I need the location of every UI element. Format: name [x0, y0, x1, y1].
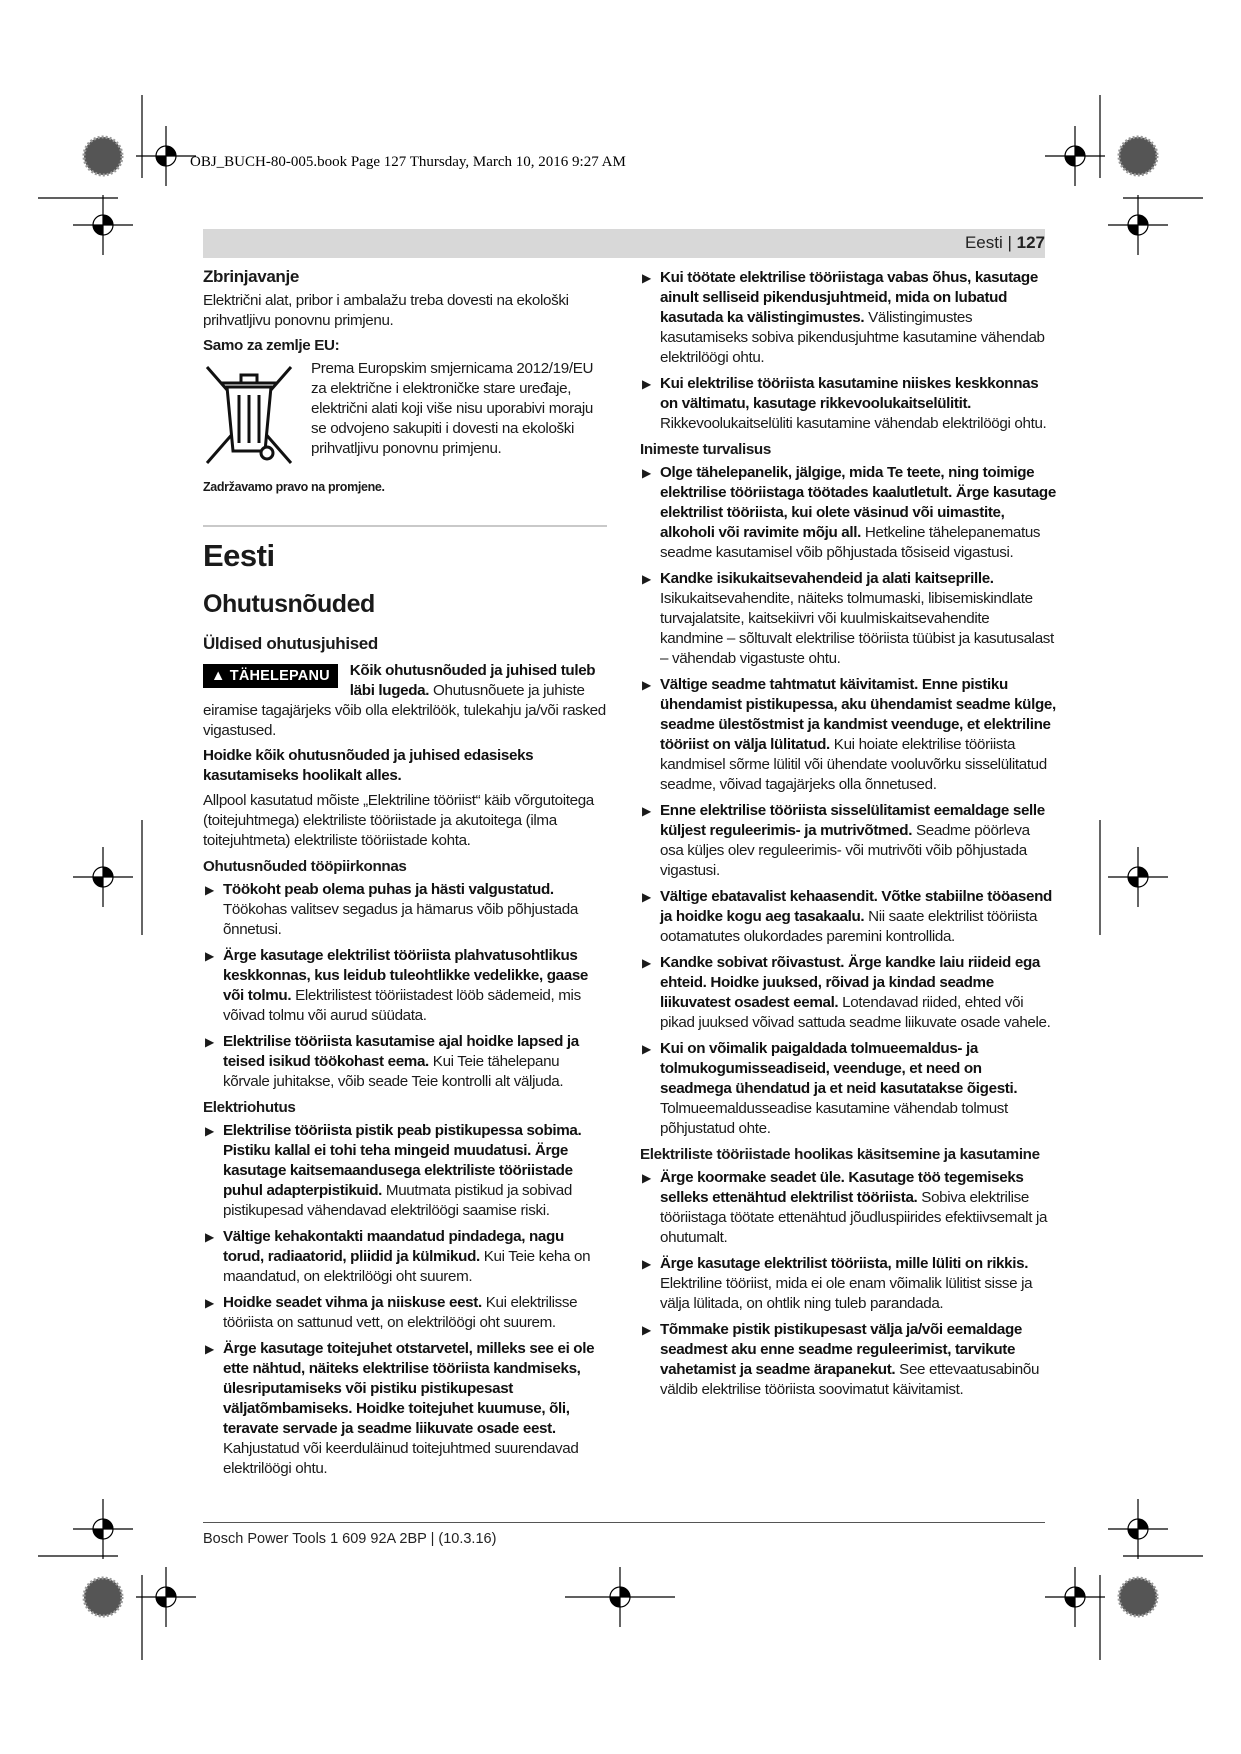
eu-heading: Samo za zemlje EU: — [203, 337, 340, 354]
list-item: ▶ Vältige ebatavalist kehaasendit. Võtke stabiilne tööasend ja hoidke kogu aeg tasakaalu. Nii saate elektrilist tööriista ootamatutes olukordades paremini kontrollida. — [642, 888, 1052, 945]
general-title: Üldised ohutusjuhised — [203, 634, 378, 653]
safety-title: Ohutusnõuded — [203, 590, 375, 618]
list-item: ▶ Kandke isikukaitsevahendeid ja alati kaitseprille. Isikukaitsevahendite, näiteks tolmumaski, libisemiskindlate turvajalatsite, kaitsekiivri või kuulmiskaitsevahendite kandmine – sõltuvalt elektrilise tööriista tüübist ja kasutusalast – vähendab vigastuste ohtu. — [642, 570, 1054, 667]
list-item: ▶ Töökoht peab olema puhas ja hästi valgustatud. Töökohas valitsev segadus ja hämarus võib põhjustada õnnetusi. — [205, 881, 578, 938]
header-sep: | — [1002, 233, 1017, 252]
right-column — [640, 268, 1056, 1406]
page-header — [965, 233, 1045, 253]
list-item: ▶ Olge tähelepanelik, jälgige, mida Te teete, ning toimige elektrilise tööriistaga töötades kaalutletult. Ärge kasutage elektrilist tööriista, kui olete väsinud või uimastite, alkoholi või ravimite mõju all. Hetkeline tähelepanematus seadme kasutamisel võib põhjustada tõsiseid vigastusi. — [642, 464, 1056, 561]
list-item: ▶ Kui töötate elektrilise tööriistaga vabas õhus, kasutage ainult selliseid pikendusjuhtmeid, mida on lubatud kasutada ka välistingimustes. Välistingimustes kasutamiseks sobiva pikendusjuhtme kasutamine vähendab elektrilöögi ohtu. — [642, 269, 1045, 366]
list-item: ▶ Ärge koormake seadet üle. Kasutage töö tegemiseks selleks ettenähtud elektrilist tööriista. Sobiva elektrilise tööriistaga töötate ettenähtud jõudluspiirides efektiivsemalt ja ohutumalt. — [642, 1169, 1048, 1246]
disposal-text: Električni alat, pribor i ambalažu treba dovesti na ekološki prihvatljivu ponovnu primjenu. — [203, 292, 569, 329]
work-area-title: Ohutusnõuded tööpiirkonnas — [203, 858, 407, 875]
reserve-note: Zadržavamo pravo na promjene. — [203, 480, 385, 494]
language-title: Eesti — [203, 538, 275, 573]
print-info: OBJ_BUCH-80-005.book Page 127 Thursday, March 10, 2016 9:27 AM — [190, 154, 626, 170]
list-item: ▶ Vältige kehakontakti maandatud pindadega, nagu torud, radiaatorid, pliidid ja külmikud. Kui Teie keha on maandatud, on elektrilöögi oht suurem. — [205, 1228, 591, 1285]
warning-label: ▲ TÄHELEPANU — [203, 664, 338, 688]
list-item: ▶ Ärge kasutage toitejuhet otstarvetel, milleks see ei ole ette nähtud, näiteks elektrilise tööriista kandmiseks, ülesriputamiseks või pistiku pistikupesast väljatõmbamiseks. Hoidke toitejuhet kuumuse, õli, teravate servade ja seadme liikuvate osade eest. Kahjustatud või keerduläinud toitejuhtmed suurendavad elektrilöögi ohtu. — [205, 1340, 595, 1477]
left-column — [203, 266, 607, 1485]
header-lang: Eesti — [964, 233, 1003, 252]
list-item: ▶ Kui on võimalik paigaldada tolmueemaldus- ja tolmukogumisseadiseid, veenduge, et need on seadmega ühendatud ja et neid kasutatakse õigesti. Tolmueemaldusseadise kasutamine vähendab tolmust põhjustatud ohte. — [642, 1040, 1018, 1137]
list-item: ▶ Elektrilise tööriista pistik peab pistikupessa sobima. Pistiku kallal ei tohi teha mingeid muudatusi. Ärge kasutage kaitsemaandusega elektriliste tööriistade puhul adapterpistikuid. Muutmata pistikud ja sobivad pistikupesad vähendavad elektrilöögi saamise riski. — [205, 1122, 582, 1219]
divider — [203, 525, 607, 527]
header-bar — [203, 229, 1045, 258]
warning-paragraph: ▲ TÄHELEPANU Kõik ohutusnõuded ja juhised tuleb läbi lugeda. Ohutusnõuete ja juhiste eiramise tagajärjeks võib olla elektrilöök, tulekahju ja/või rasked vigastused. — [203, 662, 606, 739]
personal-safety-title: Inimeste turvalisus — [640, 441, 771, 458]
tool-care-title: Elektriliste tööriistade hoolikas käsitsemine ja kasutamine — [640, 1146, 1040, 1163]
weee-block — [203, 359, 607, 469]
crossed-bin-icon — [203, 359, 295, 469]
page-footer: Bosch Power Tools 1 609 92A 2BP | (10.3.16) — [203, 1522, 1045, 1547]
electrical-safety-title: Elektriohutus — [203, 1099, 296, 1116]
list-item: ▶ Ärge kasutage elektrilist tööriista, mille lüliti on rikkis. Elektriline tööriist, mida ei ole enam võimalik lülitist sisse ja välja lülitada, on ohtlik ning tuleb parandada. — [642, 1255, 1033, 1312]
list-item: ▶ Kui elektrilise tööriista kasutamine niiskes keskkonnas on vältimatu, kasutage rikkevoolukaitselülitit. Rikkevoolukaitselüliti kasutamine vähendab elektrilöögi ohtu. — [642, 375, 1047, 432]
list-item: ▶ Vältige seadme tahtmatut käivitamist. Enne pistiku ühendamist pistikupessa, aku ühendamist seadme külge, seadme ülestõstmist ja kandmist veenduge, et elektriline tööriist on välja lülitatud. Kui hoiate elektrilise tööriista kandmisel sõrme lülitil või ühendate vooluvõrku sisselülitatud seadme, võivad tagajärjeks olla õnnetused. — [642, 676, 1056, 793]
term-definition: Allpool kasutatud mõiste „Elektriline tööriist“ käib võrgutoitega (toitejuhtmega) elektriliste tööriistade ja akutoitega (ilma toitejuhtmeta) elektriliste tööriistade kohta. — [203, 792, 594, 849]
list-item: ▶ Elektrilise tööriista kasutamise ajal hoidke lapsed ja teised isikud töökohast eema. Kui Teie tähelepanu kõrvale juhitakse, võib seade Teie kontrolli alt väljuda. — [205, 1033, 579, 1090]
keep-instructions: Hoidke kõik ohutusnõuded ja juhised edasiseks kasutamiseks hoolikalt alles. — [203, 747, 534, 784]
list-item: ▶ Kandke sobivat rõivastust. Ärge kandke laiu riideid ega ehteid. Hoidke juuksed, rõivad ja kindad seadme liikuvatest osadest eemal. Lotendavad riided, ehted või pikad juuksed võivad sattuda seadme liikuvate osade vahele. — [642, 954, 1051, 1031]
list-item: ▶ Tõmmake pistik pistikupesast välja ja/või eemaldage seadmest aku enne seadme reguleerimist, tarvikute vahetamist ja seadme ärapanekut. See ettevaatusabinõu väldib elektrilise tööriista soovimatut käivitamist. — [642, 1321, 1040, 1398]
list-item: ▶ Hoidke seadet vihma ja niiskuse eest. Kui elektrilisse tööriista on sattunud vett, on elektrilöögi oht suurem. — [205, 1294, 578, 1331]
list-item: ▶ Ärge kasutage elektrilist tööriista plahvatusohtlikus keskkonnas, kus leidub tuleohtlikke vedelikke, gaase või tolmu. Elektrilistest tööriistadest lööb sädemeid, mis võivad tolmu või aurud süüdata. — [205, 947, 589, 1024]
list-item: ▶ Enne elektrilise tööriista sisselülitamist eemaldage selle küljest reguleerimis- ja mutrivõtmed. Seadme pöörleva osa küljes olev reguleerimis- või mutrivõti võib põhjustada vigastusi. — [642, 802, 1045, 879]
page-number: 127 — [1016, 233, 1045, 252]
section-title-disposal: Zbrinjavanje — [203, 267, 299, 286]
weee-text: Prema Europskim smjernicama 2012/19/EU za električne i elektroničke stare uređaje, električni alati koji više nisu uporabivi moraju se odvojeno sakupiti i dovesti na ekološki prihvatljivu ponovnu primjenu. — [311, 360, 594, 457]
